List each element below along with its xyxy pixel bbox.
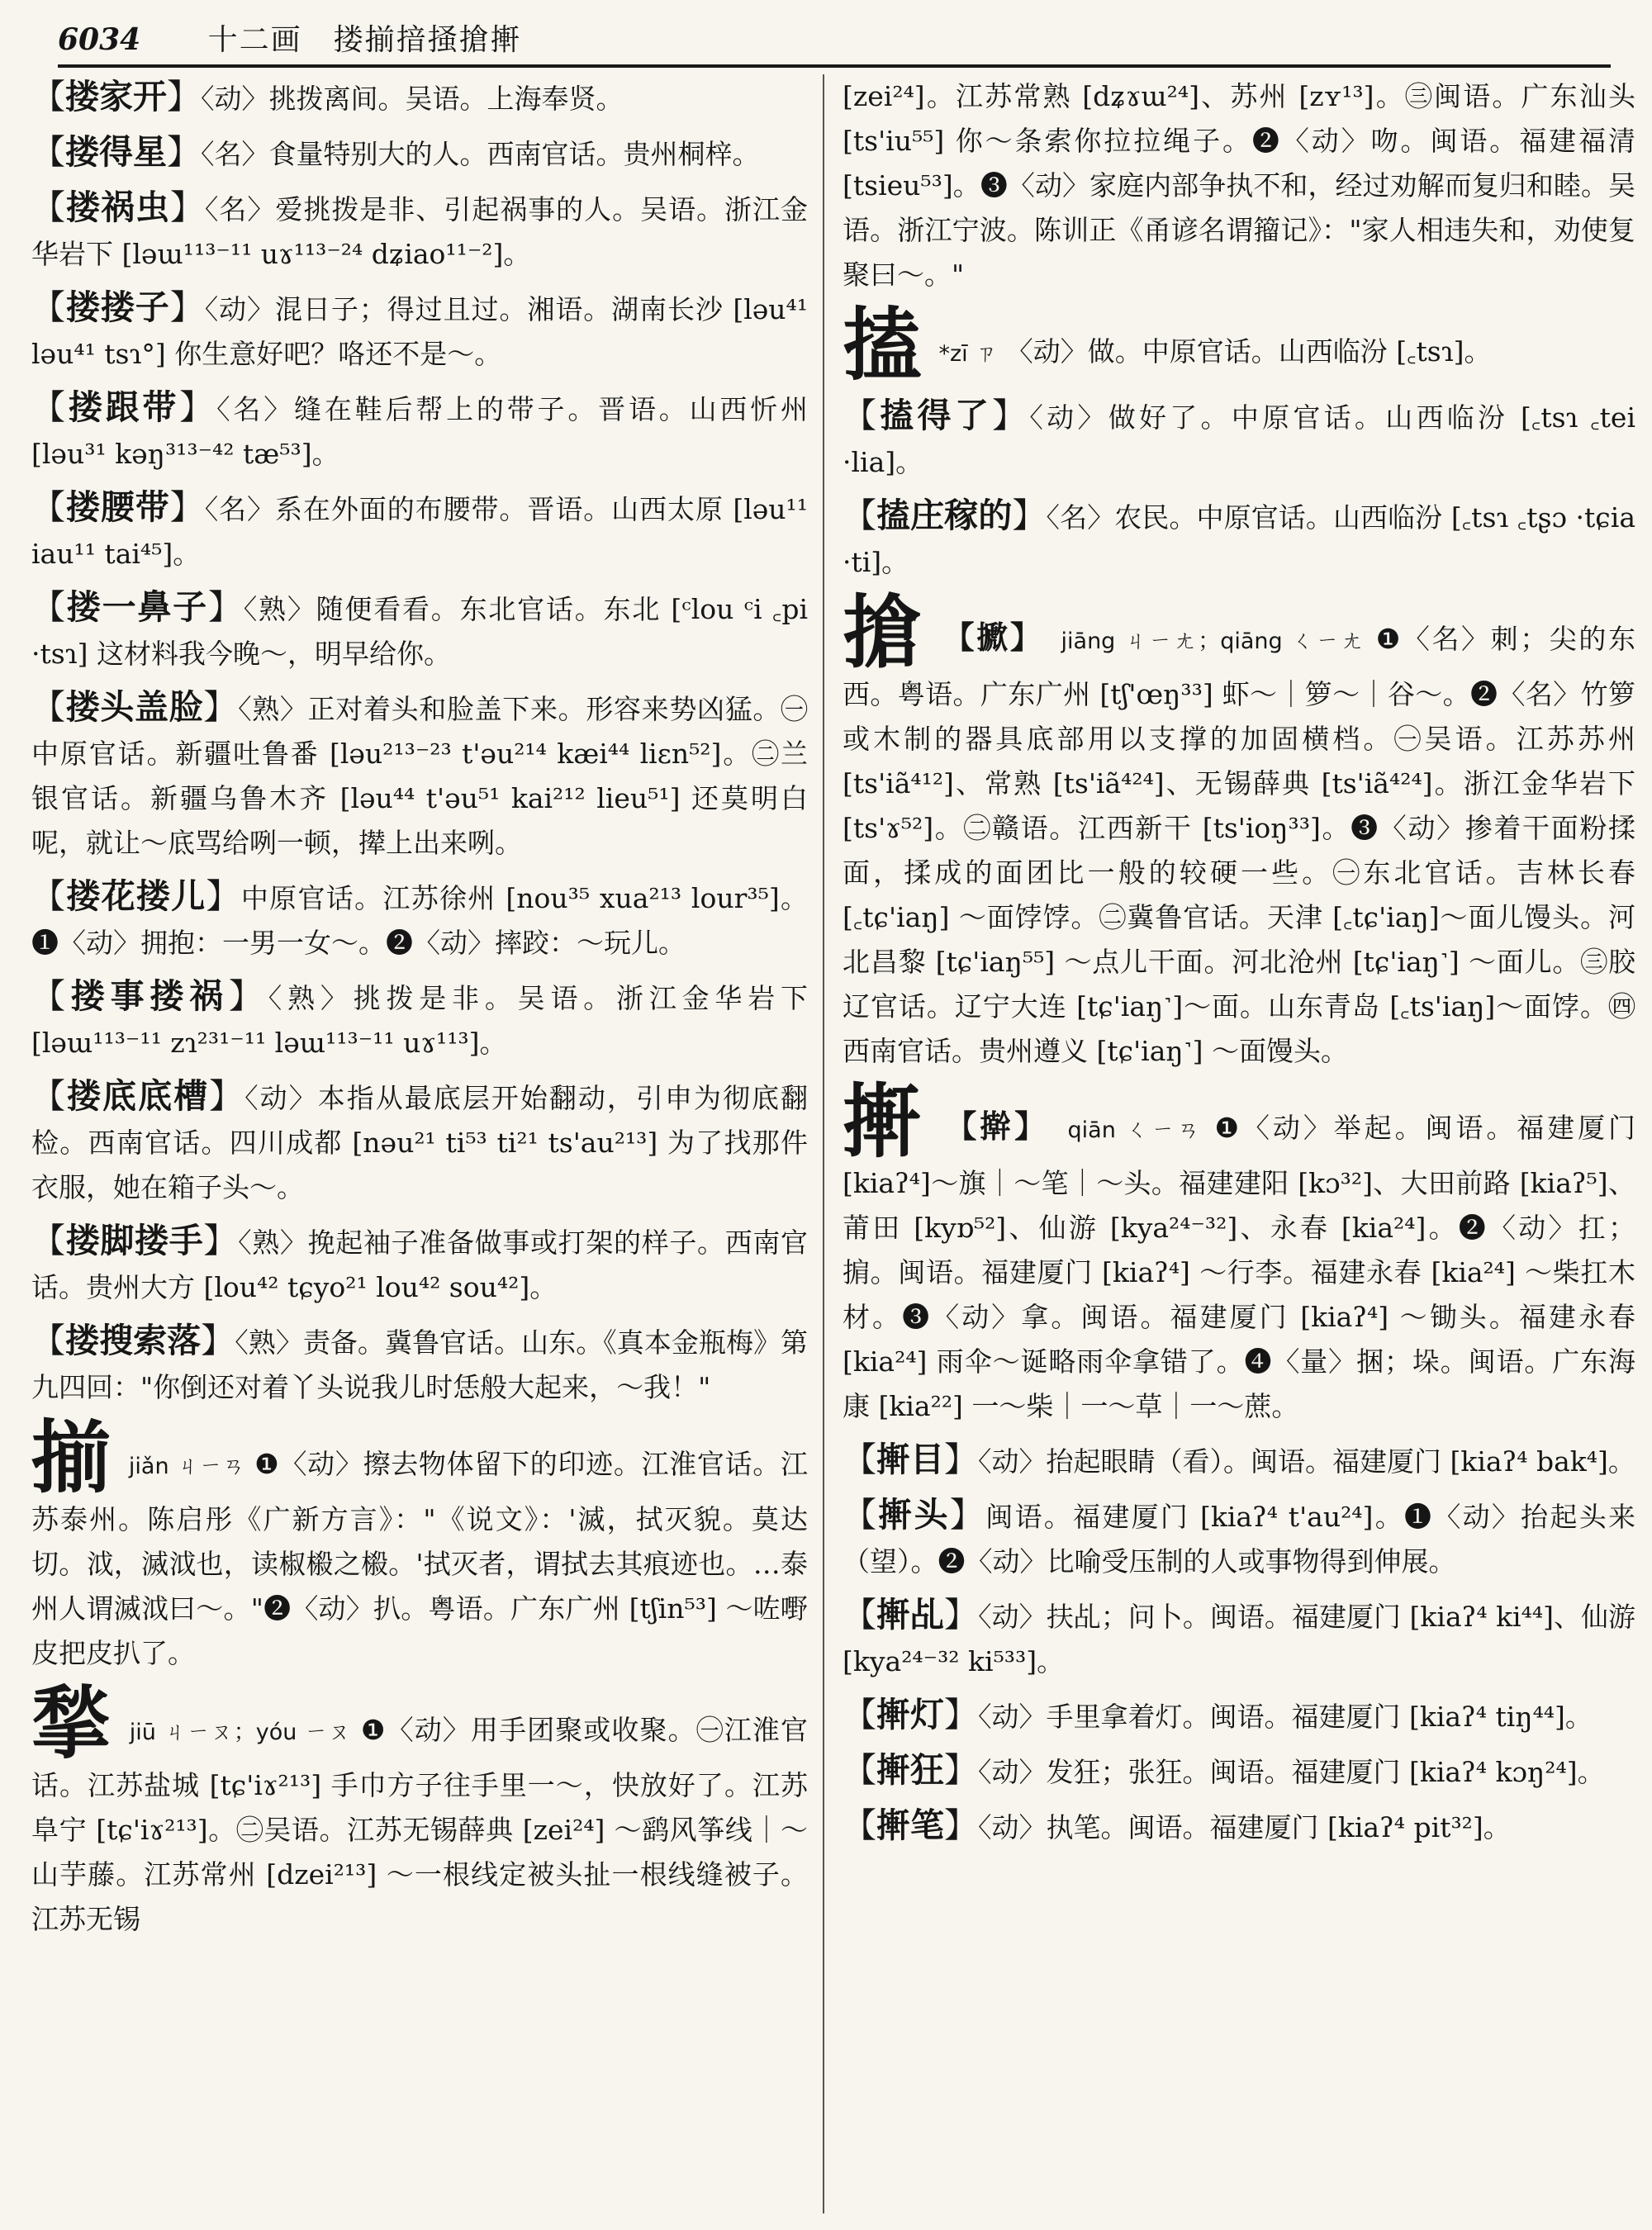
char-entry-jiu — [31, 1677, 808, 1942]
bracket-open: 【 — [843, 496, 877, 535]
bracket-close: 】 — [169, 187, 205, 227]
definition: 〈熟〉随便看看。东北官话。东北 [ᶜlou ᶜi ꜀pi ·tsɿ] 这材料我今晚～，明早给你。 — [31, 593, 808, 670]
bracket-open: 【 — [31, 976, 71, 1016]
headword: 搂头盖脸 — [65, 687, 204, 727]
headword: 搟笔 — [876, 1805, 944, 1845]
traditional-form: 【擀】 — [945, 1108, 1050, 1145]
definition: 闽语。福建厦门 [kiaʔ⁴ t'au²⁴]。❶〈动〉抬起头来（望）。❷〈动〉比喻受压制的人或事物得到伸展。 — [843, 1501, 1635, 1578]
bracket-open: 【 — [31, 187, 66, 227]
headchar: 搶 — [843, 586, 924, 679]
left-entry-list — [31, 74, 808, 1410]
definition: 〈动〉扶乩；问卜。闽语。福建厦门 [kiaʔ⁴ ki⁴⁴]、仙游 [kya²⁴⁻³² ki⁵³³]。 — [843, 1601, 1635, 1677]
definition: 〈名〉缝在鞋后帮上的带子。晋语。山西忻州 [ləu³¹ kəŋ³¹³⁻⁴² tæ⁵³]。 — [31, 393, 808, 470]
dictionary-entry — [843, 393, 1635, 485]
running-head — [58, 15, 1611, 68]
definition: 〈动〉发狂；张狂。闽语。福建厦门 [kiaʔ⁴ kɔŋ²⁴]。 — [978, 1756, 1605, 1788]
bracket-close: 】 — [203, 1221, 239, 1260]
headword: 搂事搂祸 — [70, 976, 229, 1016]
definition: 〈名〉系在外面的布腰带。晋语。山西太原 [ləu¹¹ iau¹¹ tai⁴⁵]。 — [31, 493, 808, 570]
headword: 搂得星 — [65, 132, 167, 172]
definition: 〈动〉抬起眼睛（看）。闽语。福建厦门 [kiaʔ⁴ bak⁴]。 — [978, 1445, 1635, 1478]
bracket-close: 】 — [167, 132, 201, 172]
dictionary-entry — [843, 1592, 1635, 1684]
bracket-close: 】 — [169, 287, 205, 327]
dictionary-entry — [31, 285, 808, 377]
headchar: 搕 — [843, 298, 922, 391]
headword: 搟狂 — [876, 1750, 944, 1790]
bracket-close: 】 — [944, 1440, 978, 1479]
definition: 〈动〉执笔。闽语。福建厦门 [kiaʔ⁴ pit³²]。 — [978, 1811, 1511, 1843]
headword: 搂底底槽 — [67, 1076, 210, 1116]
dictionary-entry — [31, 685, 808, 866]
definition: 〈名〉农民。中原官话。山西临汾 [꜀tsɿ ꜀tʂɔ ·tɕia ·ti]。 — [843, 501, 1635, 578]
dictionary-entry — [31, 130, 808, 177]
dictionary-entry — [843, 1748, 1635, 1795]
definition: 〈熟〉挽起袖子准备做事或打架的样子。西南官话。贵州大方 [lou⁴² tɕyo²¹ lou⁴² sou⁴²]。 — [31, 1226, 808, 1303]
bracket-open: 【 — [31, 876, 67, 916]
headword: 搂脚搂手 — [65, 1221, 204, 1260]
pronunciation: jiǎn ㄐㄧㄢ — [128, 1454, 245, 1479]
bracket-close: 】 — [949, 1495, 986, 1535]
bracket-open: 【 — [843, 1695, 876, 1734]
headword: 搕得了 — [880, 396, 993, 435]
headchar: 搟 — [843, 1075, 925, 1168]
headword: 搂跟带 — [68, 387, 180, 427]
definition: 中原官话。江苏徐州 [nou³⁵ xua²¹³ lour³⁵]。❶〈动〉拥抱：一男一女～。❷〈动〉摔跤：～玩儿。 — [31, 882, 808, 959]
definition: ❶〈动〉举起。闽语。福建厦门 [kiaʔ⁴]～旗｜～笔｜～头。福建建阳 [kɔ³²]、大田前路 [kiaʔ⁵]、莆田 [kyɒ⁵²]、仙游 [kya²⁴⁻³²]、永春 [kia²⁴]。❷〈动〉扛；掮。闽语。福建厦门 [kiaʔ⁴] ～行李。福建永春 [kia²⁴] ～柴扛木材。❸〈动〉拿。闽语。福建厦门 [kiaʔ⁴] ～锄头。福建永春 [kia²⁴] 雨伞～诞略雨伞拿错了。❹〈量〉捆；垛。闽语。广东海康 [kia²²] 一～柴｜一～草｜一～蔗。 — [843, 1112, 1635, 1422]
headword: 搟乩 — [876, 1595, 945, 1635]
definition: 〈动〉做。中原官话。山西临汾 [꜀tsɿ]。 — [1005, 335, 1492, 368]
headword: 搟灯 — [876, 1695, 944, 1734]
bracket-close: 】 — [207, 587, 244, 627]
bracket-close: 】 — [201, 1321, 235, 1360]
bracket-close: 】 — [228, 976, 268, 1016]
definition: 〈动〉本指从最底层开始翻动，引申为彻底翻检。西南官话。四川成都 [nəu²¹ ti⁵³ ti²¹ ts'au²¹³] 为了找那件衣服，她在箱子头～。 — [31, 1082, 808, 1203]
headword: 搂家开 — [65, 77, 167, 116]
bracket-close: 】 — [944, 1595, 979, 1635]
continued-text: [zei²⁴]。江苏常熟 [dʑɤɯ²⁴]、苏州 [zʏ¹³]。㊂闽语。广东汕头 [ts'iu⁵⁵] 你～条索你拉拉绳子。❷〈动〉吻。闽语。福建福清 [tsieu⁵³]。❸〈动〉家庭内部争执不和，经过劝解而复归和睦。吴语。浙江宁波。陈训正《甬谚名谓籀记》："家人相违失和，劝使复聚曰～。" — [843, 80, 1635, 291]
column-divider — [823, 74, 824, 2213]
dictionary-entry — [31, 1074, 808, 1210]
bracket-close: 】 — [1012, 496, 1047, 535]
headchar: 揫 — [31, 1677, 112, 1770]
running-head-title: 十二画 搂揃揞掻搶搟 — [207, 23, 522, 57]
char-entry-qian — [843, 1075, 1635, 1429]
definition: 〈动〉挑拨离间。吴语。上海奉贤。 — [201, 83, 624, 115]
definition: ❶〈动〉用手团聚或收聚。㊀江淮官话。江苏盐城 [tɕ'iɤ²¹³] 手巾方子往手里一～，快放好了。江苏阜宁 [tɕ'iɤ²¹³]。㊁吴语。江苏无锡薛典 [zei²⁴] ～鹞风筝线｜～山芋藤。江苏常州 [dzei²¹³] ～一根线定被头扯一根线缝被子。江苏无锡 — [31, 1714, 808, 1935]
bracket-close: 】 — [209, 1076, 245, 1116]
bracket-close: 】 — [169, 487, 205, 527]
definition: 〈动〉混日子；得过且过。湘语。湖南长沙 [ləu⁴¹ ləu⁴¹ tsɿ°] 你生意好吧？咯还不是～。 — [31, 293, 808, 370]
bracket-open: 【 — [31, 487, 66, 527]
left-column — [31, 74, 808, 2213]
definition: 〈熟〉责备。冀鲁官话。山东。《真本金瓶梅》第九四回："你倒还对着丫头说我儿时恁般大起来，～我！" — [31, 1326, 808, 1403]
right-entry-list-2 — [843, 1437, 1635, 1850]
dictionary-entry — [31, 1318, 808, 1410]
traditional-form: 【擨】 — [942, 619, 1044, 656]
definition: 〈动〉手里拿着灯。闽语。福建厦门 [kiaʔ⁴ tiŋ⁴⁴]。 — [978, 1701, 1593, 1733]
definition: 〈名〉爱挑拨是非、引起祸事的人。吴语。浙江金华岩下 [ləɯ¹¹³⁻¹¹ uɤ¹¹³⁻²⁴ dʑiao¹¹⁻²]。 — [31, 193, 808, 270]
bracket-open: 【 — [31, 387, 69, 427]
definition: ❶〈动〉擦去物体留下的印迹。江淮官话。江苏泰州。陈启彤《广新方言》："《说文》：'滅，拭灭貌。莫达切。泧，滅泧也，读椒榝之榝。'拭灭者，谓拭去其痕迹也。…泰州人谓滅泧曰～。"❷〈动〉扒。粤语。广东广州 [tʃin⁵³] ～咗嘢皮把皮扒了。 — [31, 1448, 808, 1669]
dictionary-entry — [31, 974, 808, 1065]
bracket-close: 】 — [992, 396, 1030, 435]
definition: 〈熟〉正对着头和脸盖下来。形容来势凶猛。㊀中原官话。新疆吐鲁番 [ləu²¹³⁻²³ t'əu²¹⁴ kæi⁴⁴ liɛn⁵²]。㊁兰银官话。新疆乌鲁木齐 [ləu⁴⁴ t'əu⁵¹ kai²¹² lieu⁵¹] 还莫明白呢，就让～底骂给咧一顿，撵上出来咧。 — [31, 693, 808, 859]
bracket-open: 【 — [843, 1440, 876, 1479]
dictionary-entry — [31, 1218, 808, 1310]
pronunciation: qiān ㄑㄧㄢ — [1067, 1117, 1203, 1143]
pronunciation: jiū ㄐㄧㄡ；yóu ㄧㄡ — [129, 1720, 352, 1745]
bracket-open: 【 — [843, 1595, 877, 1635]
dictionary-entry — [843, 493, 1635, 585]
headword: 搂花搂儿 — [66, 876, 206, 916]
bracket-open: 【 — [31, 132, 65, 172]
dictionary-entry — [31, 385, 808, 477]
bracket-close: 】 — [206, 876, 241, 916]
bracket-open: 【 — [31, 1076, 68, 1116]
pronunciation: jiāng ㄐㄧㄤ；qiāng ㄑㄧㄤ — [1061, 629, 1365, 654]
bracket-open: 【 — [31, 1321, 66, 1360]
dictionary-entry — [843, 1692, 1635, 1739]
definition: 〈名〉食量特别大的人。西南官话。贵州桐梓。 — [201, 138, 760, 170]
dictionary-entry — [31, 585, 808, 676]
right-entry-list-1 — [843, 393, 1635, 585]
bracket-open: 【 — [31, 687, 66, 727]
bracket-open: 【 — [843, 1495, 879, 1535]
dictionary-entry — [31, 185, 808, 277]
right-column — [843, 74, 1635, 2213]
headword: 搂一鼻子 — [66, 587, 208, 627]
pronunciation: *zī ㄗ — [938, 341, 998, 367]
bracket-close: 】 — [179, 387, 217, 427]
bracket-close: 】 — [944, 1805, 978, 1845]
dictionary-entry — [31, 74, 808, 121]
headword: 搂搂子 — [65, 287, 170, 327]
dictionary-entry — [31, 874, 808, 966]
definition: ❶〈名〉刺；尖的东西。粤语。广东广州 [tʃ'œŋ³³] 虾～｜箩～｜谷～。❷〈名〉竹箩或木制的器具底部用以支撑的加固横档。㊀吴语。江苏苏州 [ts'iã⁴¹²]、常熟 [ts'iã⁴²⁴]、无锡薛典 [ts'iã⁴²⁴]。浙江金华岩下 [ts'ɤ⁵²]。㊁赣语。江西新干 [ts'ioŋ³³]。❸〈动〉掺着干面粉揉面，揉成的面团比一般的较硬一些。㊀东北官话。吉林长春 [꜀tɕ'iaŋ] ～面饽饽。㊁冀鲁官话。天津 [꜀tɕ'iaŋ]～面儿馒头。河北昌黎 [tɕ'iaŋ⁵⁵] ～点儿干面。河北沧州 [tɕ'iaŋ˺] ～面儿。㊂胶辽官话。辽宁大连 [tɕ'iaŋ˺]～面。山东青岛 [꜀ts'iaŋ]～面饽。㊃西南官话。贵州遵义 [tɕ'iaŋ˺] ～面馒头。 — [843, 623, 1635, 1067]
bracket-open: 【 — [843, 1805, 876, 1845]
char-entry-zi — [843, 298, 1635, 391]
headword: 搂祸虫 — [65, 187, 170, 227]
headchar: 揃 — [31, 1411, 112, 1504]
bracket-close: 】 — [167, 77, 201, 116]
char-entry-jian — [31, 1411, 808, 1676]
page-number: 6034 — [58, 22, 141, 57]
headword: 搂搜索落 — [65, 1321, 202, 1360]
dictionary-entry — [31, 485, 808, 576]
dictionary-entry — [843, 1437, 1635, 1484]
dictionary-entry — [843, 1492, 1635, 1584]
char-entry-jiang — [843, 586, 1635, 1074]
bracket-open: 【 — [843, 396, 881, 435]
bracket-close: 】 — [944, 1750, 978, 1790]
headword: 搟头 — [878, 1495, 950, 1535]
headword: 搂腰带 — [65, 487, 170, 527]
bracket-open: 【 — [31, 587, 67, 627]
bracket-open: 【 — [31, 1221, 66, 1260]
definition: 〈动〉做好了。中原官话。山西临汾 [꜀tsɿ ꜀tei ·lia]。 — [843, 401, 1635, 478]
definition: 〈熟〉挑拨是非。吴语。浙江金华岩下 [ləɯ¹¹³⁻¹¹ zɿ²³¹⁻¹¹ ləɯ¹¹³⁻¹¹ uɤ¹¹³]。 — [31, 982, 808, 1059]
headword: 搕庄稼的 — [876, 496, 1013, 535]
bracket-close: 】 — [944, 1695, 978, 1734]
bracket-open: 【 — [31, 287, 66, 327]
bracket-open: 【 — [31, 77, 65, 116]
headword: 搟目 — [876, 1440, 944, 1479]
bracket-open: 【 — [843, 1750, 876, 1790]
bracket-close: 】 — [203, 687, 239, 727]
dictionary-entry — [843, 1803, 1635, 1850]
